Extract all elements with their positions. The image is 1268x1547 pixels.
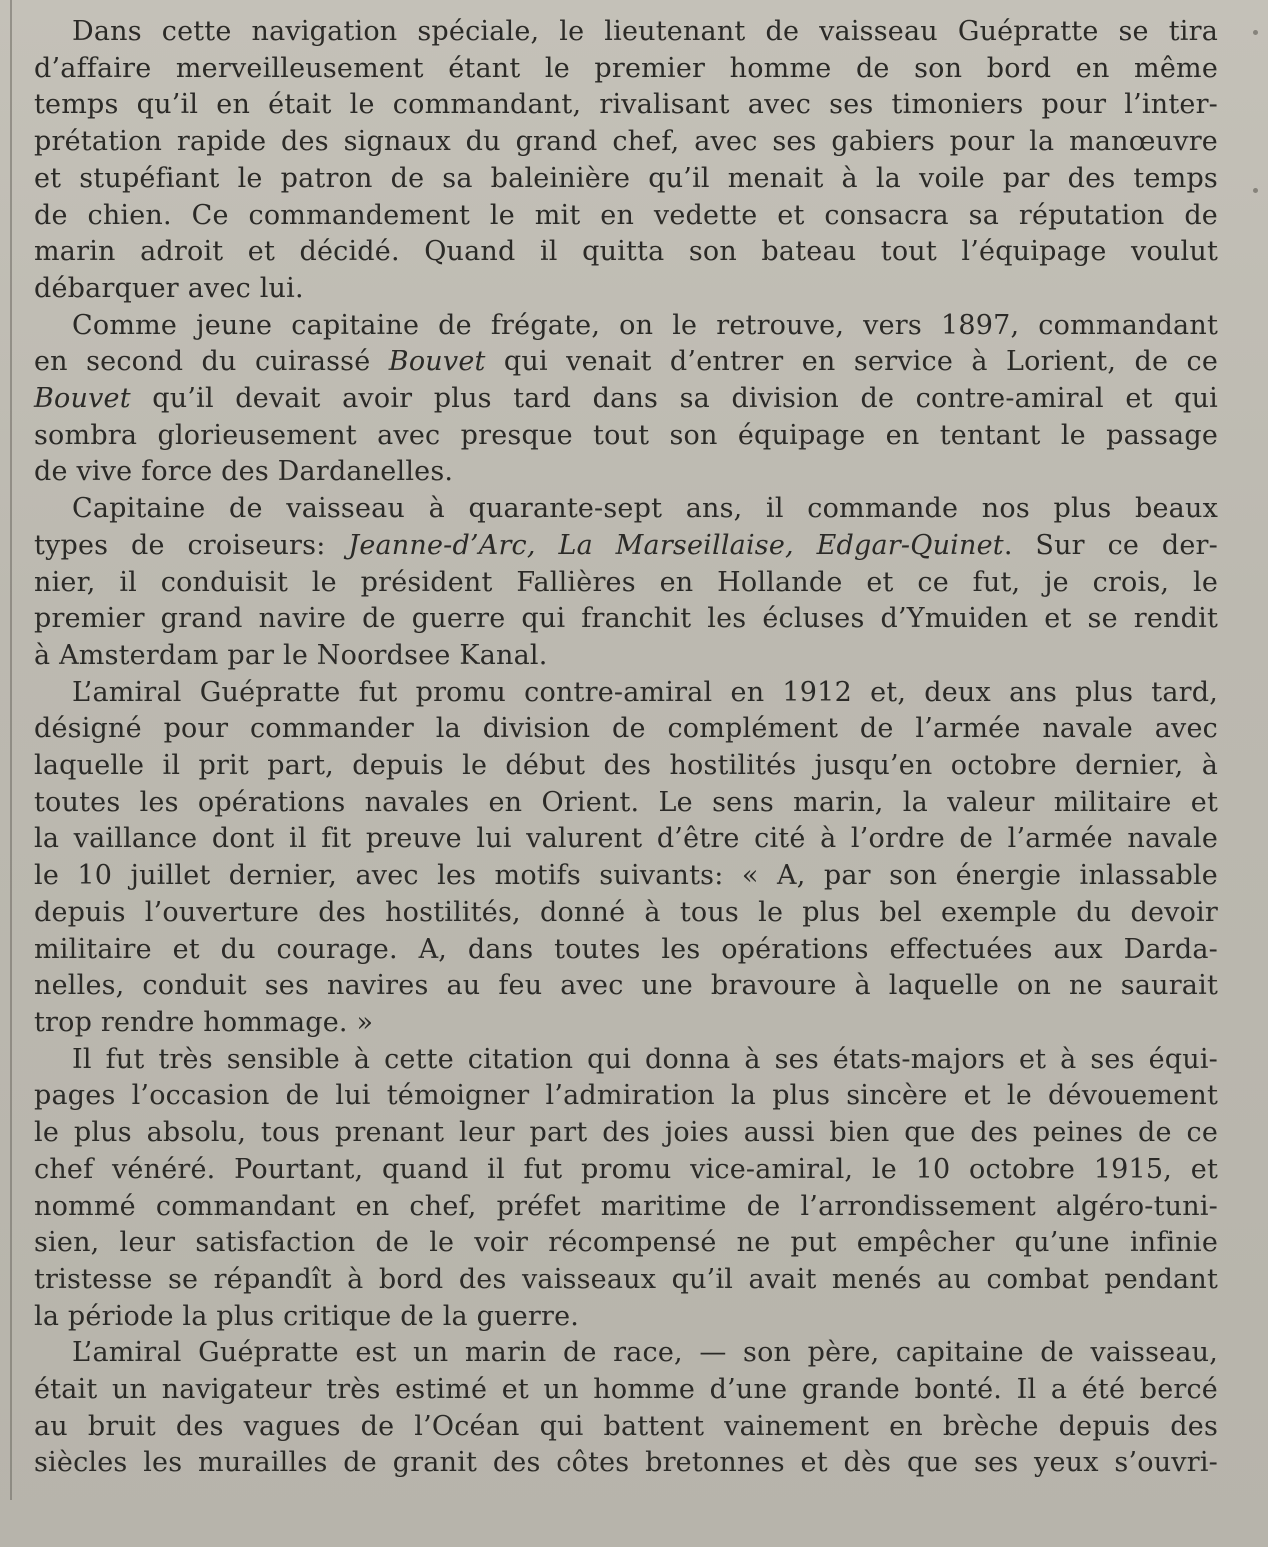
text-line: [34, 418, 1218, 455]
text-run: premier grand navire de guerre qui franchit les écluses d’Ymuiden et se rendit: [34, 603, 1218, 635]
text-line: [34, 528, 1218, 565]
text-run: qu’il devait avoir plus tard dans sa division de contre-amiral et qui: [130, 383, 1218, 415]
text-line: L’amiral Guépratte fut promu contre-amiral en 1912 et, deux ans plus tard,: [72, 676, 1218, 708]
text-line: Il fut très sensible à cette citation qui donna à ses états-majors et à ses équi-: [72, 1043, 1218, 1075]
text-line: était un navigateur très estimé et un homme d’une grande bonté. Il a été bercé: [34, 1374, 1218, 1406]
text-line: trop rendre hommage. »: [34, 1006, 374, 1038]
paragraph-3: [34, 491, 1218, 675]
text-run: qui venait d’entrer en service à Lorient, de ce: [485, 346, 1218, 378]
text-run: . Sur ce der-: [1003, 529, 1218, 561]
paragraph-6: [34, 1335, 1218, 1482]
text-line: [34, 601, 1218, 638]
text-run: en second du cuirassé: [34, 346, 389, 378]
text-line: [34, 491, 1218, 528]
left-margin-rule: [10, 0, 12, 1500]
text-run: à Amsterdam par le Noordsee Kanal.: [34, 639, 548, 671]
text-line: siècles les murailles de granit des côtes bretonnes et dès que ses yeux s’ouvri-: [34, 1447, 1218, 1479]
text-run: Comme jeune capitaine de frégate, on le retrouve, vers 1897, commandant: [72, 309, 1218, 341]
text-run: types de croiseurs:: [34, 529, 349, 561]
text-line: Dans cette navigation spéciale, le lieutenant de vaisseau Guépratte se tira: [72, 16, 1218, 47]
paragraph-5: [34, 1042, 1218, 1336]
text-line: et stupéfiant le patron de sa baleinière qu’il menait à la voile par des temps: [34, 162, 1218, 194]
text-line: marin adroit et décidé. Quand il quitta son bateau tout l’équipage voulut: [34, 236, 1218, 268]
text-line: [34, 308, 1218, 345]
text-run: Capitaine de vaisseau à quarante-sept ans, il commande nos plus beaux: [72, 493, 1218, 525]
text-line: débarquer avec lui.: [34, 272, 304, 304]
paragraph-4: [34, 675, 1218, 1042]
text-line: le plus absolu, tous prenant leur part des joies aussi bien que des peines de ce: [34, 1117, 1218, 1149]
text-line: temps qu’il en était le commandant, rivalisant avec ses timoniers pour l’inter-: [34, 89, 1218, 121]
text-line: chef vénéré. Pourtant, quand il fut promu vice-amiral, le 10 octobre 1915, et: [34, 1153, 1218, 1185]
paragraph-2: [34, 308, 1218, 492]
text-line: d’affaire merveilleusement étant le premier homme de son bord en même: [34, 52, 1218, 84]
edge-speck: [1253, 30, 1258, 35]
text-line: toutes les opérations navales en Orient. Le sens marin, la valeur militaire et: [34, 786, 1218, 818]
text-line: nommé commandant en chef, préfet maritime de l’arrondissement algéro-tuni-: [34, 1190, 1218, 1222]
text-line: au bruit des vagues de l’Océan qui battent vainement en brèche depuis des: [34, 1410, 1218, 1442]
text-line: prétation rapide des signaux du grand chef, avec ses gabiers pour la manœuvre: [34, 126, 1218, 158]
text-line: le 10 juillet dernier, avec les motifs suivants: « A, par son énergie inlassable: [34, 860, 1218, 892]
text-line: [34, 638, 1218, 675]
text-line: depuis l’ouverture des hostilités, donné à tous le plus bel exemple du devoir: [34, 896, 1218, 928]
text-line: la période la plus critique de la guerre.: [34, 1300, 580, 1332]
ship-name: Bouvet: [34, 383, 131, 415]
text-run: nier, il conduisit le président Fallières en Hollande et ce fut, je crois, le: [34, 566, 1218, 598]
text-line: sien, leur satisfaction de le voir récompensé ne put empêcher qu’une infinie: [34, 1227, 1218, 1259]
text-line: [34, 454, 1218, 491]
paragraph-1: [34, 14, 1218, 308]
text-line: [34, 381, 1218, 418]
text-line: nelles, conduit ses navires au feu avec une bravoure à laquelle on ne saurait: [34, 970, 1218, 1002]
text-line: pages l’occasion de lui témoigner l’admiration la plus sincère et le dévouement: [34, 1080, 1218, 1112]
text-line: [34, 344, 1218, 381]
text-line: L’amiral Guépratte est un marin de race, — son père, capitaine de vaisseau,: [72, 1337, 1218, 1369]
text-run: de vive force des Dardanelles.: [34, 456, 454, 488]
ship-names: Jeanne-d’Arc, La Marseillaise, Edgar-Quinet: [348, 529, 1004, 561]
text-line: [34, 565, 1218, 602]
text-line: la vaillance dont il fit preuve lui valurent d’être cité à l’ordre de l’armée navale: [34, 823, 1218, 855]
text-line: tristesse se répandît à bord des vaisseaux qu’il avait menés au combat pendant: [34, 1263, 1218, 1295]
ship-name: Bouvet: [388, 346, 486, 378]
edge-speck: [1253, 188, 1258, 193]
text-line: de chien. Ce commandement le mit en vedette et consacra sa réputation de: [34, 199, 1218, 231]
text-line: laquelle il prit part, depuis le début des hostilités jusqu’en octobre dernier, à: [34, 750, 1218, 782]
text-line: désigné pour commander la division de complément de l’armée navale avec: [34, 713, 1218, 745]
text-run: sombra glorieusement avec presque tout son équipage en tentant le passage: [34, 419, 1218, 451]
text-line: militaire et du courage. A, dans toutes les opérations effectuées aux Darda-: [34, 933, 1218, 965]
text-column: [34, 14, 1218, 1482]
